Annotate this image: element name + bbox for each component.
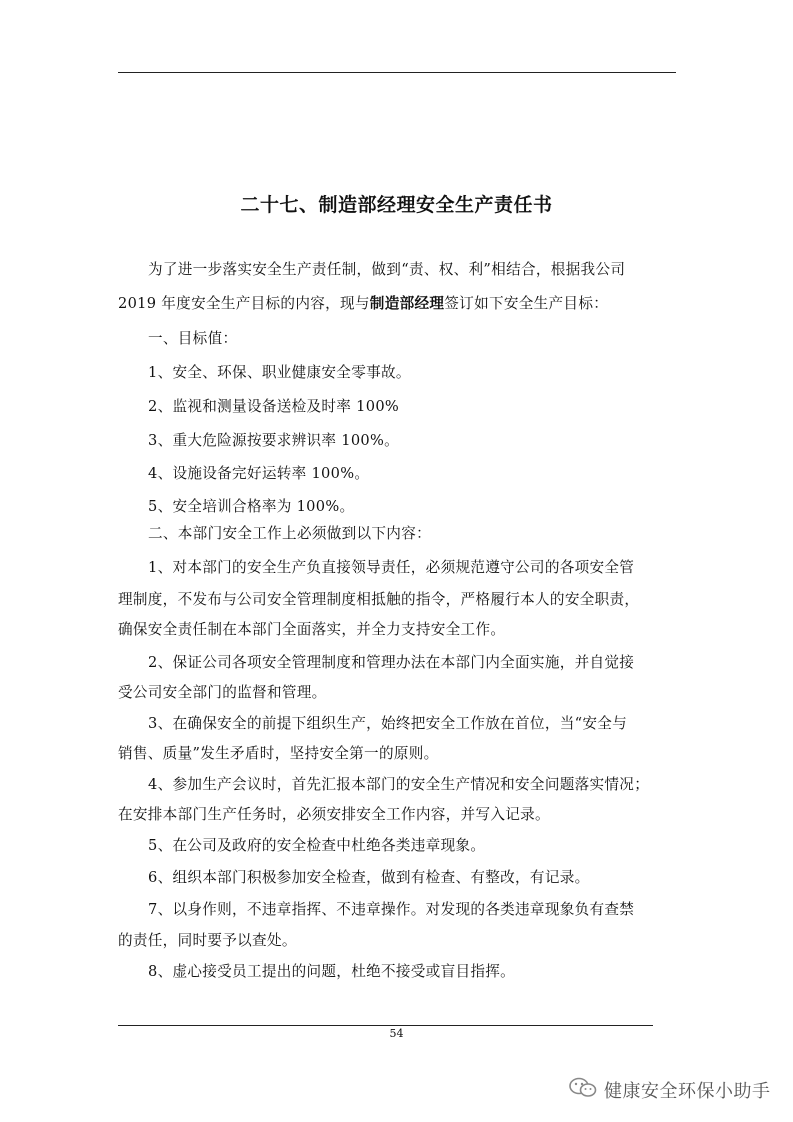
duty-7-line-1: 7、以身作则，不违章指挥、不违章操作。对发现的各类违章现象负有查禁 xyxy=(148,901,635,918)
duty-2-line-1: 2、保证公司各项安全管理制度和管理办法在本部门内全面实施，并自觉接 xyxy=(148,654,635,671)
duty-5-line-1: 5、在公司及政府的安全检查中杜绝各类违章现象。 xyxy=(148,837,486,854)
target-item: 1、安全、环保、职业健康安全零事故。 xyxy=(148,364,411,381)
target-item: 2、监视和测量设备送检及时率 100% xyxy=(148,398,400,415)
duty-1-line-3: 确保安全责任制在本部门全面落实，并全力支持安全工作。 xyxy=(118,621,506,638)
duty-1-line-1: 1、对本部门的安全生产负直接领导责任，必须规范遵守公司的各项安全管 xyxy=(148,559,635,576)
duty-1-line-2: 理制度，不发布与公司安全管理制度相抵触的指令，严格履行本人的安全职责， xyxy=(118,591,640,608)
intro-line-2-pre: 2019 年度安全生产目标的内容，现与 xyxy=(118,295,370,312)
intro-line-2-post: 签订如下安全生产目标： xyxy=(444,295,609,312)
duty-8-line-1: 8、虚心接受员工提出的问题，杜绝不接受或盲目指挥。 xyxy=(148,963,516,980)
footer-rule xyxy=(118,1025,653,1026)
duty-3-line-1: 3、在确保安全的前提下组织生产，始终把安全工作放在首位，当“安全与 xyxy=(148,715,628,732)
duty-7-line-2: 的责任，同时要予以查处。 xyxy=(118,932,297,949)
watermark-text: 健康安全环保小助手 xyxy=(604,1081,771,1102)
header-rule xyxy=(118,72,676,73)
duty-3-line-2: 销售、质量”发生矛盾时，坚持安全第一的原则。 xyxy=(118,745,439,762)
target-item: 5、安全培训合格率为 100%。 xyxy=(148,498,355,515)
duty-6-line-1: 6、组织本部门积极参加安全检查，做到有检查、有整改，有记录。 xyxy=(148,869,590,886)
intro-line-2-bold: 制造部经理 xyxy=(369,295,445,312)
duty-4-line-2: 在安排本部门生产任务时，必须安排安全工作内容，并写入记录。 xyxy=(118,806,550,823)
watermark xyxy=(568,1076,771,1104)
intro-line-2 xyxy=(118,292,608,313)
section1-heading: 一、目标值： xyxy=(148,330,238,347)
document-title: 二十七、制造部经理安全生产责任书 xyxy=(240,194,553,216)
intro-line-1: 为了进一步落实安全生产责任制，做到“责、权、利”相结合，根据我公司 xyxy=(148,261,626,278)
section2-heading: 二、本部门安全工作上必须做到以下内容： xyxy=(148,525,431,542)
duty-4-line-1: 4、参加生产会议时，首先汇报本部门的安全生产情况和安全问题落实情况； xyxy=(148,776,650,793)
page-number: 54 xyxy=(389,1027,404,1040)
duty-2-line-2: 受公司安全部门的监督和管理。 xyxy=(118,684,327,701)
target-item: 3、重大危险源按要求辨识率 100%。 xyxy=(148,432,400,449)
target-item: 4、设施设备完好运转率 100%。 xyxy=(148,465,370,482)
wechat-icon xyxy=(568,1076,598,1104)
